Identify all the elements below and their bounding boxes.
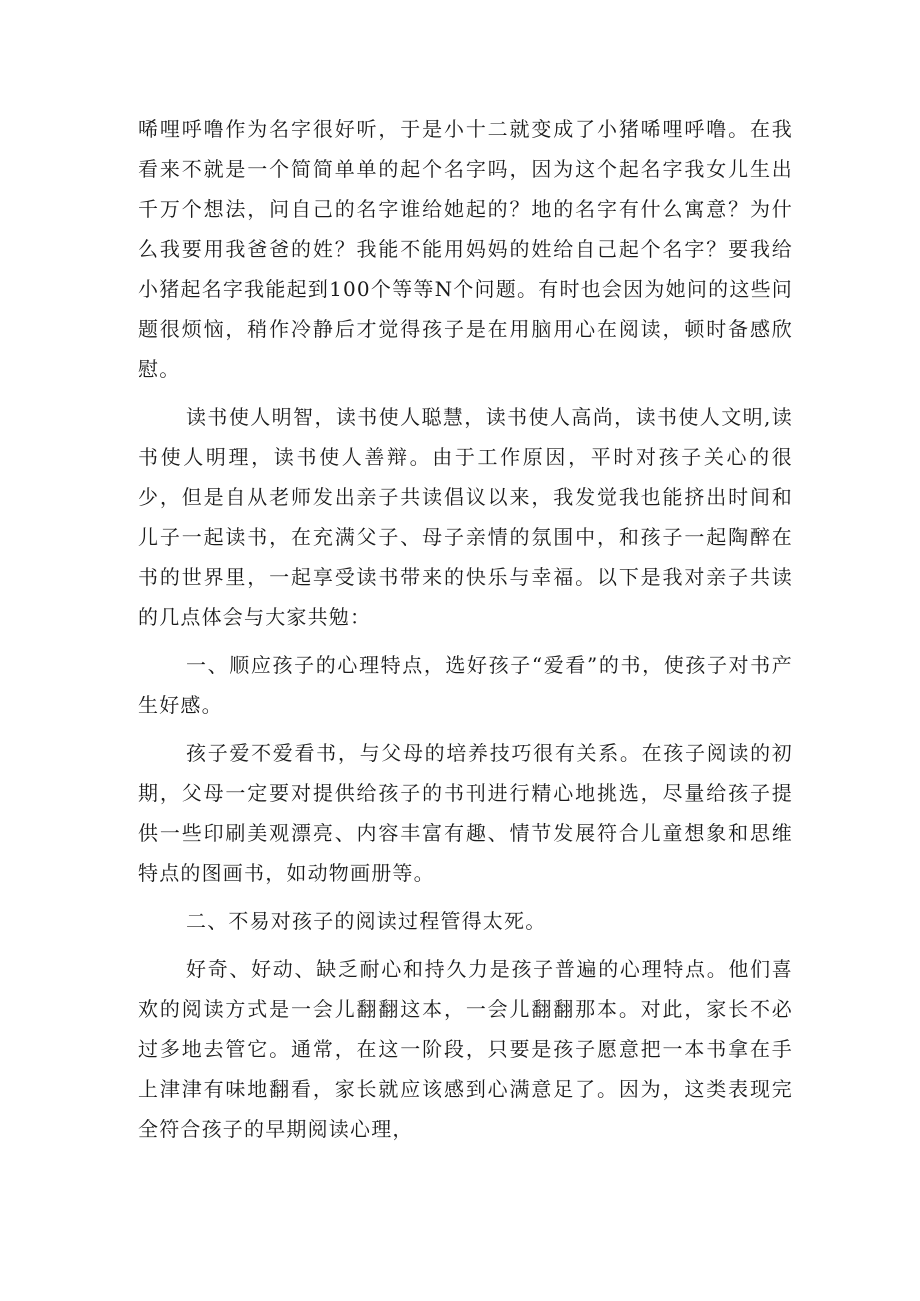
paragraph-point-two-heading: 二、不易对孩子的阅读过程管得太死。 [186,909,547,933]
paragraph-continuation: 唏哩呼噜作为名字很好听，于是小十二就变成了小猪唏哩呼噜。在我看来不就是一个简简单单的起个名字吗，因为这个起名字我女儿生出千万个想法，问自己的名字谁给她起的？地的名字有什么寓意？为什么我要用我爸爸的姓？我能不能用妈妈的姓给自己起个名字？要我给小猪起名字我能起到100个等等N个问题。有时也会因为她问的这些问题很烦恼，稍作冷静后才觉得孩子是在用脑用心在阅读，顿时备感欣慰。 [138,117,793,381]
paragraph-point-one-heading: 一、顺应孩子的心理特点，选好孩子“爱看”的书，使孩子对书产生好感。 [138,653,793,717]
paragraph-point-one-body: 孩子爱不爱看书，与父母的培养技巧很有关系。在孩子阅读的初期，父母一定要对提供给孩子的书刊进行精心地挑选，尽量给孩子提供一些印刷美观漂亮、内容丰富有趣、情节发展符合儿童想象和思维特点的图画书，如动物画册等。 [138,741,793,885]
paragraph-reading-benefits: 读书使人明智，读书使人聪慧，读书使人高尚，读书使人文明,读书使人明理，读书使人善辩。由于工作原因，平时对孩子关心的很少，但是自从老师发出亲子共读倡议以来，我发觉我也能挤出时间和儿子一起读书，在充满父子、母子亲情的氛围中，和孩子一起陶醉在书的世界里，一起享受读书带来的快乐与幸福。以下是我对亲子共读的几点体会与大家共勉： [138,405,793,629]
document-body [138,109,793,1149]
paragraph-point-two-body: 好奇、好动、缺乏耐心和持久力是孩子普遍的心理特点。他们喜欢的阅读方式是一会儿翻翻这本，一会儿翻翻那本。对此，家长不必过多地去管它。通常，在这一阶段，只要是孩子愿意把一本书拿在手上津津有味地翻看，家长就应该感到心满意足了。因为，这类表现完全符合孩子的早期阅读心理， [138,957,793,1141]
